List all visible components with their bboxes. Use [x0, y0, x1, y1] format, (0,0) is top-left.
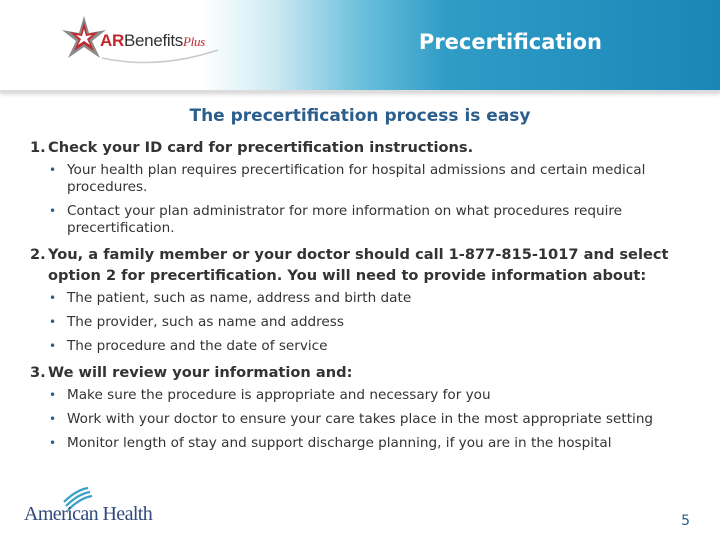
header-banner	[0, 0, 720, 93]
step-1-bullets	[30, 162, 690, 237]
american-health-wordmark: American Health	[24, 503, 153, 525]
section-subtitle: The precertification process is easy	[189, 106, 531, 126]
bullet-item: • The patient, such as name, address and birth date	[30, 290, 690, 307]
page-title: Precertification	[418, 30, 602, 54]
step-number: 3.	[30, 364, 46, 381]
bullet-item: • Make sure the procedure is appropriate and necessary for you	[30, 387, 690, 404]
step-1	[30, 137, 690, 158]
bullet-item: • The procedure and the date of service	[30, 338, 690, 355]
step-2-bullets	[30, 290, 690, 355]
bullet-item: • Contact your plan administrator for more information on what procedures require precertification.	[30, 203, 690, 237]
step-text: Check your ID card for precertification instructions.	[48, 139, 474, 156]
bullet-item: • Your health plan requires precertification for hospital admissions and certain medical procedures.	[30, 162, 690, 196]
logo-wordmark: ARBenefitsPlus	[100, 31, 205, 50]
step-2	[30, 244, 690, 286]
bullet-item: • Monitor length of stay and support discharge planning, if you are in the hospital	[30, 435, 690, 452]
page-number: 5	[681, 513, 690, 529]
step-text: We will review your information and:	[48, 364, 353, 381]
step-3-bullets	[30, 387, 690, 452]
step-text: You, a family member or your doctor should call 1-877-815-1017 and select option 2 for precertification. You will need to provide information about:	[48, 246, 669, 284]
steps-list	[30, 135, 690, 459]
step-number: 2.	[30, 246, 46, 263]
step-number: 1.	[30, 139, 46, 156]
bullet-item: • The provider, such as name and address	[30, 314, 690, 331]
bullet-item: • Work with your doctor to ensure your care takes place in the most appropriate setting	[30, 411, 690, 428]
step-3	[30, 362, 690, 383]
